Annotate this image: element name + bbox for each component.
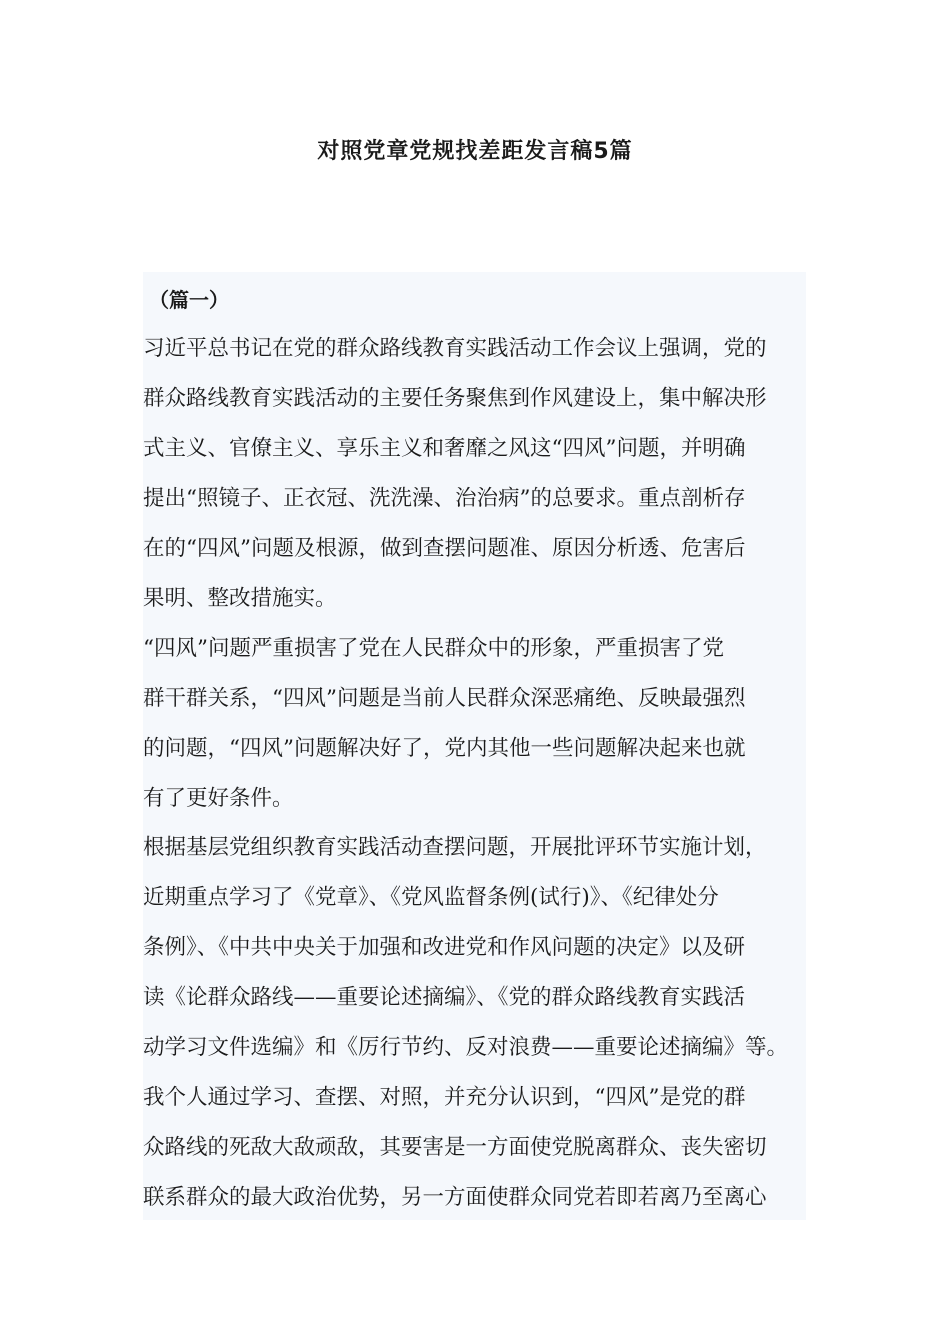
text-line: 的问题，“四风”问题解决好了，党内其他一些问题解决起来也就	[143, 736, 746, 761]
text-line: “四风”问题严重损害了党在人民群众中的形象，严重损害了党	[143, 636, 724, 661]
document-title: 对照党章党规找差距发言稿5篇	[317, 139, 633, 164]
text-line: 习近平总书记在党的群众路线教育实践活动工作会议上强调，党的	[143, 336, 767, 361]
text-line: 条例》、《中共中央关于加强和改进党和作风问题的决定》以及研	[143, 935, 746, 960]
text-line: 在的“四风”问题及根源，做到查摆问题准、原因分析透、危害后	[143, 536, 746, 561]
text-line: 众路线的死敌大敌顽敌，其要害是一方面使党脱离群众、丧失密切	[143, 1135, 767, 1160]
paragraph-3	[143, 823, 806, 1220]
text-line: 动学习文件选编》和《厉行节约、反对浪费——重要论述摘编》等。	[143, 1035, 789, 1060]
text-line: 有了更好条件。	[143, 786, 294, 811]
text-line: 群众路线教育实践活动的主要任务聚焦到作风建设上，集中解决形	[143, 386, 767, 411]
paragraph-2	[143, 624, 806, 824]
text-line: 我个人通过学习、查摆、对照，并充分认识到，“四风”是党的群	[143, 1085, 746, 1110]
section-heading: （篇一）	[149, 288, 229, 312]
text-line: 根据基层党组织教育实践活动查摆问题，开展批评环节实施计划，	[143, 835, 767, 860]
text-line: 式主义、官僚主义、享乐主义和奢靡之风这“四风”问题，并明确	[143, 436, 746, 461]
text-line: 读《论群众路线——重要论述摘编》、《党的群众路线教育实践活	[143, 985, 746, 1010]
paragraph-1	[143, 324, 806, 624]
document-body	[143, 272, 806, 1220]
text-line: 提出“照镜子、正衣冠、洗洗澡、治治病”的总要求。重点剖析存	[143, 486, 746, 511]
text-line: 果明、整改措施实。	[143, 586, 337, 611]
text-line: 群干群关系，“四风”问题是当前人民群众深恶痛绝、反映最强烈	[143, 686, 746, 711]
text-line: 联系群众的最大政治优势，另一方面使群众同党若即若离乃至离心	[143, 1185, 767, 1210]
text-line: 近期重点学习了《党章》、《党风监督条例(试行)》、《纪律处分	[143, 885, 719, 910]
